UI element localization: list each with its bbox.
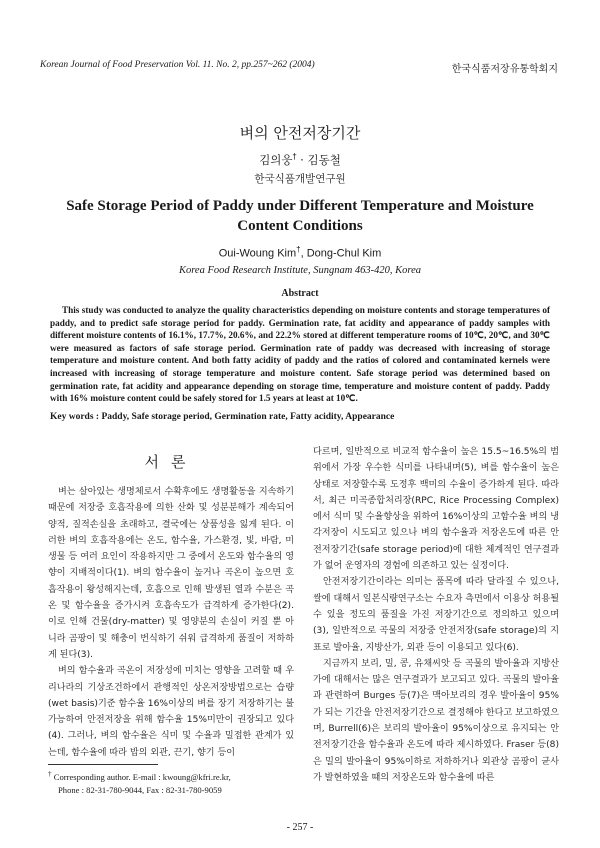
english-first-author: Oui-Woung Kim xyxy=(218,247,297,260)
korean-other-authors: · 김동철 xyxy=(296,153,341,167)
english-authors xyxy=(0,245,600,260)
english-title: Safe Storage Period of Paddy under Different Temperature and Moisture Content Conditions xyxy=(66,198,534,234)
corresponding-dagger: † xyxy=(292,152,297,162)
paragraph: 벼는 살아있는 생명체로서 수확후에도 생명활동을 지속하기 때문에 저장중 호흡작용에 의한 산화 및 성분분해가 계속되어 양적, 질적손실을 초래하고, 결국에는 상품성을 잃게 된다. 이러한 벼의 호흡작용에는 온도, 함수율, 가스환경, 빛, 바람, 미생물 등 여러 요인이 작용하지만 그 중에서 온도와 함수율의 영향이 지배적이다(1). 벼의 함수율이 높거나 곡온이 높으면 호흡작용이 왕성해지는데, 호흡으로 인해 발생된 열과 수분은 곡온 및 함수율을 증가시켜 호흡속도가 급격하게 증가한다(2). 이로 인해 건물(dry-matter) 및 영양분의 손실이 커질 뿐 아니라 곰팡이 및 해충이 번식하기 쉬워 급격하게 품질이 저하하게 된다(3). xyxy=(48,487,294,660)
korean-first-author: 김의웅 xyxy=(259,153,293,167)
footnote-line-2: Phone : 82-31-780-9044, Fax : 82-31-780-9059 xyxy=(58,784,222,795)
page-number: - 257 - xyxy=(286,822,314,833)
footnote xyxy=(48,768,298,797)
korean-title: 벼의 안전저장기간 xyxy=(239,124,361,142)
korean-authors xyxy=(0,152,600,168)
right-column xyxy=(313,444,559,786)
paragraph: 안전저장기간이라는 의미는 품목에 따라 달라질 수 있으나, 쌀에 대해서 일본식량연구소는 수요자 측면에서 이용상 허용될 수 있을 정도의 품질을 가진 저장기간으로 정의하고 있으며(3), 일반적으로 곡물의 저장중 안전저장(safe storage)의 지표로 발아율, 지방산가, 외관 등이 이용되고 있다(6). xyxy=(313,577,559,653)
english-other-authors: , Dong-Chul Kim xyxy=(300,247,382,260)
journal-citation: Korean Journal of Food Preservation Vol. 11. No. 2, pp.257~262 (2004) xyxy=(40,60,315,70)
keywords: Key words : Paddy, Safe storage period, Germination rate, Fatty acidity, Appearance xyxy=(50,412,395,422)
left-column xyxy=(48,484,294,761)
society-name: 한국식품저장유통학회지 xyxy=(451,64,558,75)
korean-affiliation: 한국식품개발연구원 xyxy=(254,173,346,185)
footnote-line-1: Corresponding author. E-mail : kwoung@kfri.re.kr, xyxy=(53,771,231,782)
abstract-text: This study was conducted to analyze the quality characteristics depending on moisture contents and storage temperatures of paddy, and to predict safe storage period for paddy. Germination rate, fat acidity and appearance of paddy samples with different moisture contents of 16.1%, 17.7%, 20.6%, and 22.2% stored at different temperature rooms of 10℃, 20℃, and 30℃ were measured as factors of safe storage period. Germination rate of paddy was decreased with increasing of storage temperature and moisture content. And both fatty acidity of paddy and the ratios of colored and contaminated kernels were increased with increasing of storage temperature and moisture content. Safe storage period was determined based on germination rate, fat acidity and appearance depending on storage time, temperature and moisture content of paddy. Paddy with 16% moisture content could be safely stored for 1.5 years at least at 10℃. xyxy=(50,305,550,404)
footnote-dagger: † xyxy=(48,770,52,778)
abstract-heading: Abstract xyxy=(281,288,319,299)
english-affiliation: Korea Food Research Institute, Sungnam 463-420, Korea xyxy=(178,265,422,276)
corresponding-dagger-en: † xyxy=(296,245,301,254)
paragraph: 벼의 함수율과 곡온이 저장성에 미치는 영향을 고려할 때 우리나라의 기상조건하에서 관행적인 상온저장방법으로는 습량(wet basis)기준 함수율 16%이상의 벼를 장기 저장하기는 불가능하여 안전저장을 위해 함수율 15%미만이 권장되고 있다(4). 그러나, 벼의 함수율은 식미 및 수율과 밀접한 관계가 있는데, 함수율에 따라 밥의 외관, 끈기, 향기 등이 xyxy=(48,666,294,758)
section-heading-introduction: 서론 xyxy=(144,453,198,471)
paragraph: 지금까지 보리, 밀, 콩, 유채씨앗 등 곡물의 발아율과 지방산가에 대해서는 많은 연구결과가 보고되고 있다. 곡물의 발아율과 관련하여 Burges 등(7)은 맥아보리의 경우 발아율이 95%가 되는 기간을 안전저장기간으로 결정해야 한다고 보고하였으며, Burrell(6)은 보리의 발아율이 95%이상으로 유지되는 안전저장기간을 함수율과 온도에 따라 제시하였다. Fraser 등(8)은 밀의 발아율이 95%이하로 저하하거나 외관상 곰팡이 균사가 발현하였을 때의 저장온도와 함수율에 따른 xyxy=(313,658,559,783)
paragraph: 다르며, 일반적으로 비교적 함수율이 높은 15.5~16.5%의 범위에서 가장 우수한 식미를 나타내며(5), 벼를 함수율이 높은 상태로 저장할수록 도정후 백미의 수율이 증가하게 된다. 따라서, 최근 미곡종합처리장(RPC, Rice Processing Complex)에서 식미 및 수율향상을 위하여 16%이상의 고함수율 벼의 냉각저장이 시도되고 있으나 벼의 함수율과 저장온도에 따른 안전저장기간(safe storage period)에 대한 체계적인 연구결과가 없어 운영자의 경험에 의존하고 있는 실정이다. xyxy=(313,447,559,572)
footnote-divider xyxy=(48,764,158,765)
